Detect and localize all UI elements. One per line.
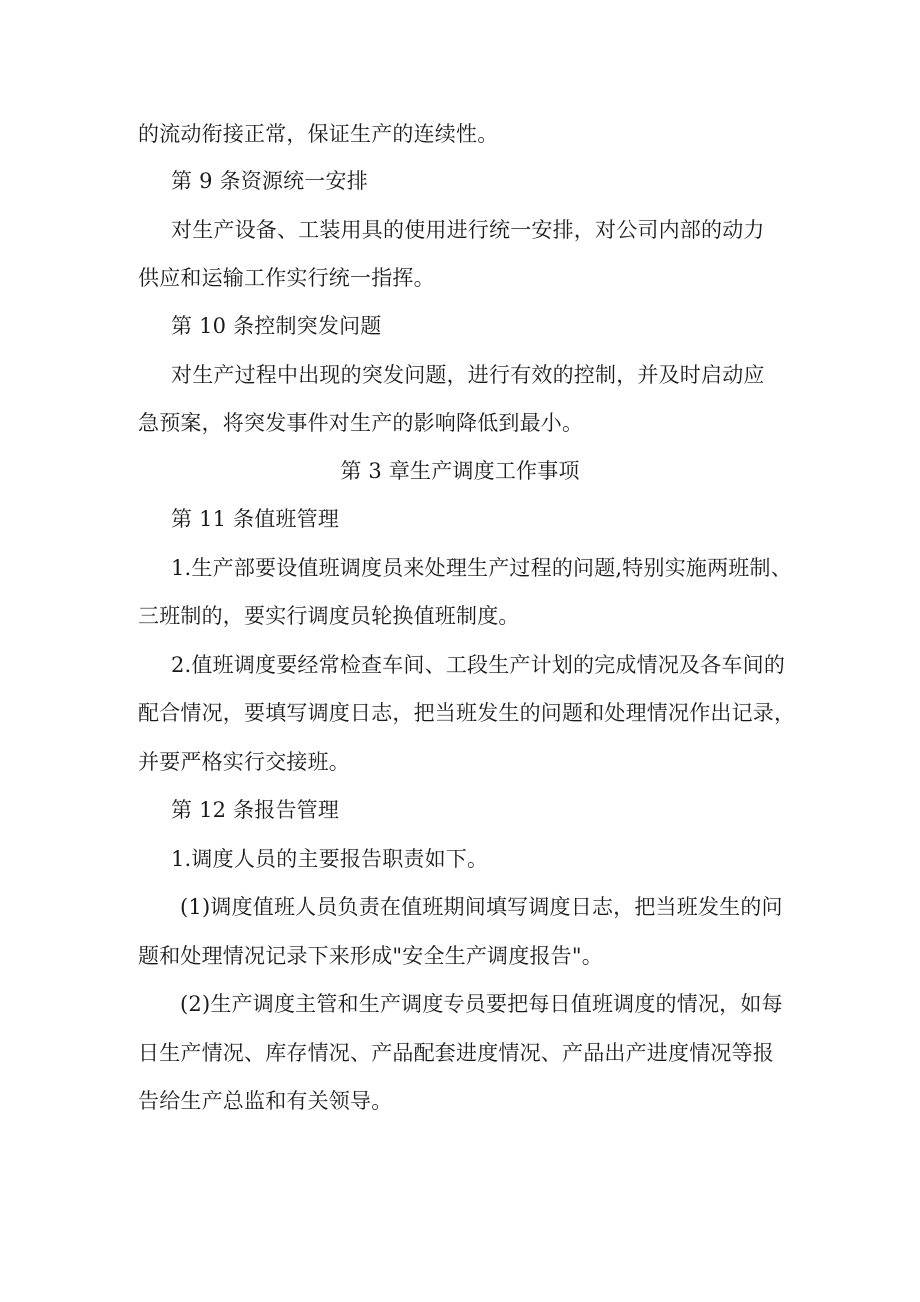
paragraph-line: (1)调度值班人员负责在值班期间填写调度日志，把当班发生的问: [180, 895, 783, 919]
paragraph-line: 题和处理情况记录下来形成"安全生产调度报告"。: [138, 944, 603, 968]
article-heading: 第 11 条值班管理: [171, 507, 340, 531]
paragraph-line: 的流动衔接正常，保证生产的连续性。: [138, 122, 499, 146]
paragraph-line: 供应和运输工作实行统一指挥。: [138, 266, 435, 290]
paragraph-line: 对生产设备、工装用具的使用进行统一安排，对公司内部的动力: [171, 218, 765, 242]
paragraph-line: 告给生产总监和有关领导。: [138, 1089, 393, 1113]
article-heading: 第 10 条控制突发问题: [171, 314, 382, 338]
paragraph-line: 急预案，将突发事件对生产的影响降低到最小。: [138, 411, 584, 435]
paragraph-line: 配合情况，要填写调度日志，把当班发生的问题和处理情况作出记录，: [138, 701, 796, 725]
paragraph-line: 1.生产部要设值班调度员来处理生产过程的问题,特别实施两班制、: [171, 556, 792, 580]
paragraph-line: 2.值班调度要经常检查车间、工段生产计划的完成情况及各车间的: [171, 653, 786, 677]
chapter-title: 第 3 章生产调度工作事项: [340, 459, 580, 483]
article-heading: 第 12 条报告管理: [171, 798, 340, 822]
article-heading: 第 9 条资源统一安排: [171, 169, 368, 193]
paragraph-line: 对生产过程中出现的突发问题，进行有效的控制，并及时启动应: [171, 363, 765, 387]
paragraph-line: 1.调度人员的主要报告职责如下。: [171, 847, 489, 871]
paragraph-line: 日生产情况、库存情况、产品配套进度情况、产品出产进度情况等报: [138, 1041, 774, 1065]
paragraph-line: 并要严格实行交接班。: [138, 750, 350, 774]
paragraph-line: (2)生产调度主管和生产调度专员要把每日值班调度的情况，如每: [180, 992, 783, 1016]
paragraph-line: 三班制的，要实行调度员轮换值班制度。: [138, 604, 520, 628]
